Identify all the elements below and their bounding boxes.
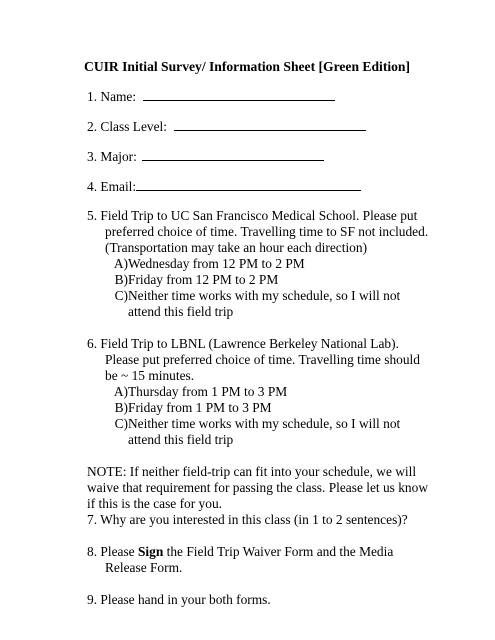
question-6 — [87, 336, 399, 352]
option-letter: C) — [114, 288, 128, 303]
option-6a[interactable] — [109, 384, 287, 400]
field-number: 3. — [87, 149, 98, 164]
field-major — [87, 149, 324, 165]
question-number: 6. — [87, 336, 98, 351]
note-text: waive that requirement for passing the class. Please let us know — [87, 480, 428, 495]
option-letter: A) — [113, 384, 128, 399]
field-number: 2. — [87, 119, 98, 134]
question-9 — [87, 592, 271, 608]
question-number: 5. — [87, 208, 98, 223]
question-number: 8. — [87, 544, 98, 559]
question-text: Why are you interested in this class (in 1 to 2 sentences)? — [100, 512, 408, 527]
option-text: Neither time works with my schedule, so I will not — [128, 416, 401, 431]
option-5a[interactable] — [109, 256, 305, 272]
option-letter: B) — [114, 400, 128, 415]
question-5 — [87, 208, 417, 224]
question-text: Field Trip to LBNL (Lawrence Berkeley National Lab). — [100, 336, 399, 351]
question-8 — [87, 544, 393, 560]
field-label: Major: — [100, 149, 137, 164]
option-text-continued: attend this field trip — [128, 432, 234, 447]
option-text: Wednesday from 12 PM to 2 PM — [128, 256, 305, 271]
option-6b[interactable] — [109, 400, 272, 416]
field-label: Name: — [100, 89, 137, 104]
email-field[interactable] — [136, 179, 361, 191]
question-7 — [87, 512, 408, 528]
option-letter: B) — [114, 272, 128, 287]
option-letter: C) — [114, 416, 128, 431]
page-title: CUIR Initial Survey/ Information Sheet [Green Edition] — [84, 59, 411, 74]
question-text: Please put preferred choice of time. Travelling time should — [105, 352, 420, 367]
class-level-field[interactable] — [174, 119, 366, 131]
option-text: Friday from 12 PM to 2 PM — [128, 272, 279, 287]
question-number: 9. — [87, 592, 98, 607]
option-text: Thursday from 1 PM to 3 PM — [128, 384, 288, 399]
option-5c[interactable] — [109, 288, 400, 304]
question-text: preferred choice of time. Travelling time to SF not included. — [105, 224, 429, 239]
question-text-pre: Please — [100, 544, 138, 559]
option-text: Friday from 1 PM to 3 PM — [128, 400, 272, 415]
note-text: if this is the case for you. — [87, 496, 222, 511]
field-number: 1. — [87, 89, 98, 104]
option-text: Neither time works with my schedule, so I will not — [128, 288, 401, 303]
option-letter: A) — [113, 256, 128, 271]
question-text: (Transportation may take an hour each direction) — [105, 240, 368, 255]
field-class-level — [87, 119, 366, 135]
note-text: NOTE: If neither field-trip can fit into your schedule, we will — [87, 464, 417, 479]
option-text-continued: attend this field trip — [128, 304, 234, 319]
field-label: Email: — [100, 179, 137, 194]
question-number: 7. — [87, 512, 98, 527]
question-text: Field Trip to UC San Francisco Medical School. Please put — [100, 208, 418, 223]
question-text: be ~ 15 minutes. — [105, 368, 195, 383]
field-label: Class Level: — [100, 119, 167, 134]
question-text: Please hand in your both forms. — [100, 592, 271, 607]
field-name — [87, 89, 335, 105]
major-field[interactable] — [142, 149, 324, 161]
question-text-bold: Sign — [137, 544, 164, 559]
field-number: 4. — [87, 179, 98, 194]
field-email — [87, 179, 361, 195]
option-6c[interactable] — [109, 416, 400, 432]
name-field[interactable] — [143, 89, 335, 101]
question-text-post: the Field Trip Waiver Form and the Media — [163, 544, 394, 559]
option-5b[interactable] — [109, 272, 278, 288]
question-text: Release Form. — [105, 560, 183, 575]
